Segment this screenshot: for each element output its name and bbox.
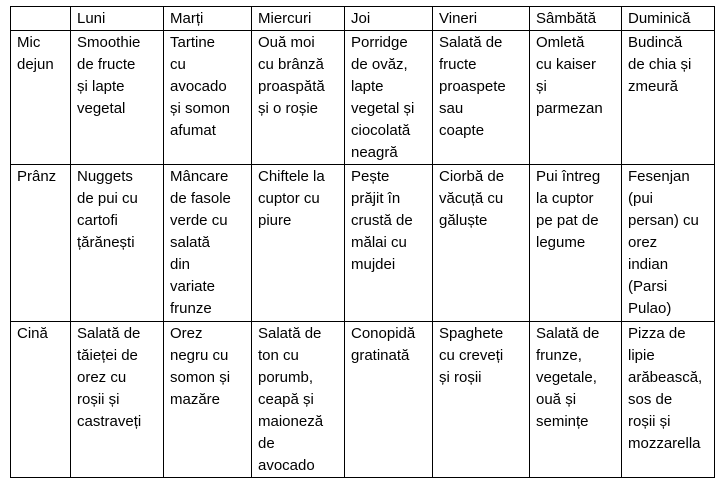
meal-cell-mic-dejun-marti: Tartine cu avocado și somon afumat [164, 31, 252, 165]
meal-cell-pranz-luni: Nuggets de pui cu cartofi țărănești [71, 165, 164, 322]
meal-cell-cina-miercuri: Salată de ton cu porumb, ceapă și maioneză de avocado [252, 322, 345, 478]
header-day-sambata: Sâmbătă [530, 7, 622, 31]
meal-plan-table [10, 6, 715, 478]
header-day-luni: Luni [71, 7, 164, 31]
row-pranz [11, 165, 715, 322]
meal-cell-cina-marti: Orez negru cu somon și mazăre [164, 322, 252, 478]
header-day-duminica: Duminică [622, 7, 715, 31]
meal-cell-pranz-vineri: Ciorbă de văcuță cu găluște [433, 165, 530, 322]
meal-cell-mic-dejun-joi: Porridge de ovăz, lapte vegetal și ciocolată neagră [345, 31, 433, 165]
meal-cell-mic-dejun-sambata: Omletă cu kaiser și parmezan [530, 31, 622, 165]
meal-cell-cina-duminica: Pizza de lipie arăbească, sos de roșii și mozzarella [622, 322, 715, 478]
meal-cell-mic-dejun-vineri: Salată de fructe proaspete sau coapte [433, 31, 530, 165]
header-day-marti: Marți [164, 7, 252, 31]
header-row [11, 7, 715, 31]
meal-cell-cina-joi: Conopidă gratinată [345, 322, 433, 478]
row-mic-dejun [11, 31, 715, 165]
header-day-vineri: Vineri [433, 7, 530, 31]
row-label-cina: Cină [11, 322, 71, 478]
meal-cell-mic-dejun-duminica: Budincă de chia și zmeură [622, 31, 715, 165]
meal-cell-pranz-marti: Mâncare de fasole verde cu salată din variate frunze [164, 165, 252, 322]
meal-cell-pranz-duminica: Fesenjan (pui persan) cu orez indian (Parsi Pulao) [622, 165, 715, 322]
row-cina [11, 322, 715, 478]
meal-cell-mic-dejun-miercuri: Ouă moi cu brânză proaspătă și o roșie [252, 31, 345, 165]
meal-cell-cina-luni: Salată de tăieței de orez cu roșii și castraveți [71, 322, 164, 478]
header-corner [11, 7, 71, 31]
row-label-pranz: Prânz [11, 165, 71, 322]
header-day-miercuri: Miercuri [252, 7, 345, 31]
meal-cell-cina-vineri: Spaghete cu creveți și roșii [433, 322, 530, 478]
meal-cell-mic-dejun-luni: Smoothie de fructe și lapte vegetal [71, 31, 164, 165]
meal-cell-pranz-miercuri: Chiftele la cuptor cu piure [252, 165, 345, 322]
header-day-joi: Joi [345, 7, 433, 31]
meal-cell-cina-sambata: Salată de frunze, vegetale, ouă și semințe [530, 322, 622, 478]
row-label-mic-dejun: Mic dejun [11, 31, 71, 165]
meal-cell-pranz-sambata: Pui întreg la cuptor pe pat de legume [530, 165, 622, 322]
meal-cell-pranz-joi: Pește prăjit în crustă de mălai cu mujdei [345, 165, 433, 322]
